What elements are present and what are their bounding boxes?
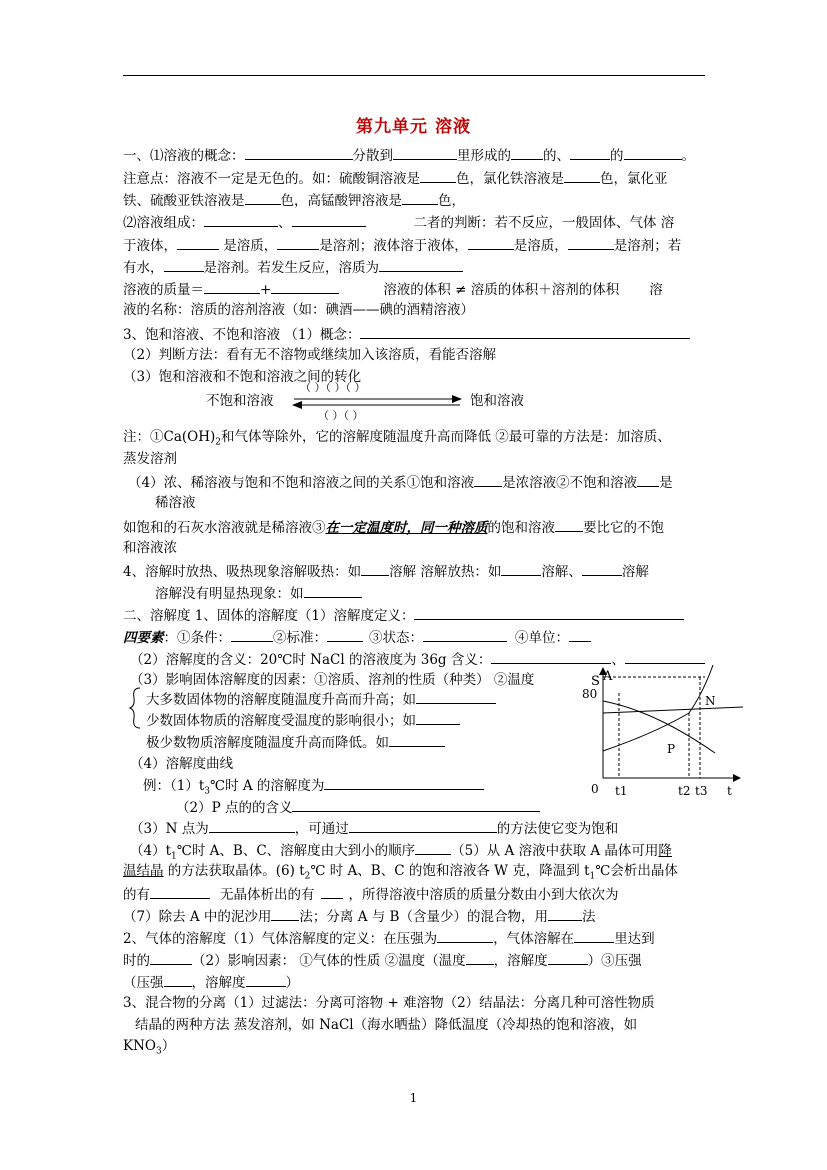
text: ℃ 时 A、B、C 的饱和溶液各 W 克，降温到 t xyxy=(310,863,590,879)
blank[interactable] xyxy=(423,627,507,642)
text: 是溶质， xyxy=(513,238,568,254)
text: 里达到 xyxy=(614,931,655,947)
text: ，可通过 xyxy=(294,821,349,837)
blank[interactable] xyxy=(246,972,286,987)
heat-line xyxy=(123,561,649,581)
brace xyxy=(128,686,142,730)
text: （3）N 点为 xyxy=(130,821,209,837)
text: （4）浓、稀溶液与饱和不饱和溶液之间的关系①饱和溶液 xyxy=(128,475,475,491)
blank[interactable] xyxy=(349,818,497,833)
blank[interactable] xyxy=(150,950,192,965)
text: ℃时 A 的溶解度为 xyxy=(210,778,325,794)
subscript: 2 xyxy=(304,871,311,882)
note-line xyxy=(123,168,668,188)
heat-line xyxy=(155,583,362,603)
blank[interactable] xyxy=(420,168,456,183)
text: 色，氯化亚 xyxy=(600,171,668,187)
note-line: 蒸发溶剂 xyxy=(123,451,177,467)
text: （2）影响因素： ①气体的性质 ②温度（温度 xyxy=(192,953,466,969)
text: ④单位： xyxy=(515,630,569,646)
blank[interactable] xyxy=(637,472,659,487)
text: 是溶质， xyxy=(219,238,278,254)
text: （2）溶解度的含义：20℃时 NaCl 的溶液度为 36g 含义： xyxy=(130,652,492,668)
x-tick-t2: t2 xyxy=(678,784,691,798)
text: 色， xyxy=(438,193,465,209)
text: 如饱和的石灰水溶液就是稀溶液③ xyxy=(123,520,326,536)
blank[interactable] xyxy=(414,605,684,620)
blank[interactable] xyxy=(564,168,600,183)
blank[interactable] xyxy=(271,279,339,294)
subscript: 1 xyxy=(171,851,177,862)
text: ，气体溶解在 xyxy=(493,931,575,947)
text: ） xyxy=(285,975,299,991)
blank[interactable] xyxy=(271,906,299,921)
blank[interactable] xyxy=(511,145,543,160)
text: 溶解没有明显热现象：如 xyxy=(155,586,304,602)
blank[interactable] xyxy=(569,627,591,642)
note-line xyxy=(123,428,671,452)
x-label: t xyxy=(727,784,732,798)
text: ，溶解度 xyxy=(493,953,548,969)
text: （4）t xyxy=(130,843,172,859)
text: 二者的判断：若不反应，一般固体、气体 溶 xyxy=(413,215,675,231)
blank[interactable] xyxy=(574,928,614,943)
blank[interactable] xyxy=(548,950,588,965)
page-number: 1 xyxy=(409,1091,418,1105)
conversion-line: （3）饱和溶液和不饱和溶液之间的转化 xyxy=(123,369,362,385)
blank[interactable] xyxy=(245,145,353,160)
y-tick-80: 80 xyxy=(582,687,598,701)
text: 是 xyxy=(659,475,673,491)
text: 的饱和溶液 xyxy=(487,520,555,536)
curve-label-p: P xyxy=(667,742,676,756)
text: （5）从 A 溶液中获取 A 晶体可用 xyxy=(451,843,659,859)
text: 极少数物质溶解度随温度升高而降低。如 xyxy=(146,735,389,751)
blank[interactable] xyxy=(402,190,438,205)
factor-item xyxy=(146,732,445,752)
blank[interactable] xyxy=(379,257,463,272)
text: 四要素 xyxy=(123,630,164,646)
text: ⑵溶液组成： xyxy=(123,215,204,231)
factors-line: （3）影响固体溶解度的因素：①溶质、溶剂的性质（种类） ②温度 xyxy=(130,672,535,688)
text: 色，氯化铁溶液是 xyxy=(456,171,564,187)
header-rule xyxy=(123,75,705,76)
blank[interactable] xyxy=(555,517,583,532)
x-axis-arrow xyxy=(733,774,741,782)
example-line xyxy=(176,797,540,817)
text: ℃时 A、B、C、溶解度由大到小的顺序 xyxy=(176,843,416,859)
text: 二、溶解度 1、固体的溶解度（1）溶解度定义： xyxy=(123,608,415,624)
question-line xyxy=(130,818,618,838)
blank[interactable] xyxy=(501,561,541,576)
blank[interactable] xyxy=(304,583,362,598)
question-line xyxy=(123,884,619,904)
blank[interactable] xyxy=(568,235,614,250)
text: 分散到 xyxy=(352,148,393,164)
text: 在一定温度时，同一种溶质 xyxy=(325,520,488,536)
blank[interactable] xyxy=(324,775,484,790)
blank[interactable] xyxy=(204,212,278,227)
question-line xyxy=(123,862,678,886)
composition-line xyxy=(123,235,681,255)
subscript: 2 xyxy=(215,437,221,448)
text: 降 xyxy=(658,843,672,859)
text: 的 xyxy=(610,148,624,164)
text: ③状态： xyxy=(369,630,423,646)
gas-line xyxy=(123,972,299,992)
subscript: 3 xyxy=(155,1046,162,1057)
separation-line: 3、混合物的分离（1）过滤法：分离可溶物 + 难溶物（2）结晶法：分离几种可溶性物质 xyxy=(123,995,655,1011)
text: + xyxy=(260,282,272,298)
text: 溶液的质量＝ xyxy=(123,282,204,298)
text: 溶解 溶解放热：如 xyxy=(389,564,502,580)
solubility-line xyxy=(123,605,684,625)
text: 铁、硫酸亚铁溶液是 xyxy=(123,193,245,209)
mass-line xyxy=(123,279,663,299)
conv-top-blanks: （ ）（ ）（ ） xyxy=(300,381,366,394)
blank[interactable] xyxy=(327,627,363,642)
factor-item xyxy=(146,710,460,730)
text: 温结晶 xyxy=(123,863,164,879)
text: （7）除去 A 中的泥沙用 xyxy=(123,909,272,925)
text: 的、 xyxy=(543,148,570,164)
curve-heading: （4）溶解度曲线 xyxy=(130,756,234,772)
text: 一、⑴溶液的概念： xyxy=(123,148,245,164)
text: 大多数固体物的溶解度随温度升高而升高；如 xyxy=(146,692,416,708)
curve-label-n: N xyxy=(705,694,716,708)
relation-line xyxy=(123,517,664,537)
curve-b xyxy=(603,707,743,713)
text: 溶液的体积 ≠ 溶质的体积＋溶剂的体积 xyxy=(383,282,620,298)
text: 时的 xyxy=(123,953,150,969)
text: 是浓溶液②不饱和溶液 xyxy=(502,475,638,491)
blank[interactable] xyxy=(177,235,219,250)
subscript: 1 xyxy=(589,871,596,882)
blank[interactable] xyxy=(321,884,343,899)
judge-line: （2）判断方法：看有无不溶物或继续加入该溶质，看能否溶解 xyxy=(123,347,497,363)
conv-left-label: 不饱和溶液 xyxy=(206,393,274,409)
conv-right-label: 饱和溶液 xyxy=(470,393,524,409)
blank[interactable] xyxy=(582,561,622,576)
relation-line: 稀溶液 xyxy=(155,495,196,511)
text: （压强 xyxy=(123,975,164,991)
text: 3、饱和溶液、不饱和溶液 （1）概念： xyxy=(123,327,361,343)
solubility-curve-chart xyxy=(582,663,755,803)
text: ，所得溶液中溶质的质量分数由小到大依次为 xyxy=(348,887,619,903)
concept-line xyxy=(123,145,695,165)
text: （2）P 点的的含义 xyxy=(176,800,293,816)
blank[interactable] xyxy=(231,627,273,642)
blank[interactable] xyxy=(415,840,451,855)
text: 的有 xyxy=(123,887,150,903)
blank[interactable] xyxy=(437,928,493,943)
text: 溶解 xyxy=(621,564,649,580)
relation-line xyxy=(128,472,673,492)
curve-label-a: A xyxy=(603,669,613,684)
text: 里形成的 xyxy=(457,148,511,164)
factor-item xyxy=(146,689,496,709)
blank[interactable] xyxy=(416,710,460,725)
text: 少数固体物质的溶解度受温度的影响很小；如 xyxy=(146,713,416,729)
blank[interactable] xyxy=(491,649,611,664)
conv-bottom-blanks: （ ）（ ） xyxy=(318,409,364,422)
text: 例：（1）t xyxy=(143,778,205,794)
text: ℃会析出晶体 xyxy=(595,863,678,879)
text: 是溶剂；若 xyxy=(613,238,682,254)
composition-line xyxy=(123,257,463,277)
blank[interactable] xyxy=(389,732,445,747)
blank[interactable] xyxy=(466,950,494,965)
text: ：①条件： xyxy=(163,630,231,646)
elements-line xyxy=(123,627,591,647)
name-line: 液的名称：溶质的溶剂溶液（如：碘酒——碘的酒精溶液） xyxy=(123,302,474,318)
blank[interactable] xyxy=(474,472,502,487)
text: 、 xyxy=(611,652,625,668)
conversion-arrows xyxy=(290,393,465,413)
blank[interactable] xyxy=(245,190,281,205)
saturated-line xyxy=(123,324,690,344)
blank[interactable] xyxy=(468,235,514,250)
blank[interactable] xyxy=(164,257,204,272)
text: 注意点：溶液不一定是无色的。如：硫酸铜溶液是 xyxy=(123,171,420,187)
y-label: S xyxy=(591,674,600,689)
text: 法；分离 A 与 B（含量少）的混合物，用 xyxy=(299,909,548,925)
blank[interactable] xyxy=(624,145,682,160)
text: 法 xyxy=(581,909,596,925)
gas-line xyxy=(123,950,642,970)
blank[interactable] xyxy=(548,906,582,921)
text: 的方法获取晶体。(6) t xyxy=(163,863,305,879)
text: 是溶剂；液体溶于液体， xyxy=(319,238,468,254)
text: 溶解、 xyxy=(541,564,582,580)
blank[interactable] xyxy=(204,279,260,294)
text: 注：①Ca(OH) xyxy=(123,429,216,445)
relation-line: 和溶液浓 xyxy=(123,540,177,556)
blank[interactable] xyxy=(150,884,210,899)
text: 。 xyxy=(681,148,695,164)
text: 4、溶解时放热、吸热现象溶解吸热：如 xyxy=(123,564,362,580)
text: ） xyxy=(161,1038,176,1054)
blank[interactable] xyxy=(292,797,540,812)
separation-line: 结晶的两种方法 蒸发溶剂，如 NaCl（海水晒盐）降低温度（冷却热的饱和溶液，如 xyxy=(135,1017,638,1033)
blank[interactable] xyxy=(164,972,192,987)
note-line xyxy=(123,190,465,210)
blank[interactable] xyxy=(416,689,496,704)
x-tick-t3: t3 xyxy=(695,784,708,798)
text: 和气体等除外，它的溶解度随温度升高而降低 ②最可靠的方法是：加溶质、 xyxy=(221,429,671,445)
text: 、 xyxy=(278,215,292,231)
text: 要比它的不饱 xyxy=(583,520,664,536)
question-line xyxy=(123,906,595,926)
composition-line xyxy=(123,212,674,232)
text: ，溶解度 xyxy=(191,975,246,991)
blank[interactable] xyxy=(393,145,457,160)
text: 于液体， xyxy=(123,238,177,254)
gas-line xyxy=(123,928,655,948)
text: 无晶体析出的有 xyxy=(220,887,315,903)
text: 色，高锰酸钾溶液是 xyxy=(280,193,402,209)
page-title: 第九单元 溶液 xyxy=(356,117,471,137)
text: ）③压强 xyxy=(587,953,642,969)
text: 的方法使它变为饱和 xyxy=(496,821,619,837)
separation-line xyxy=(123,1037,175,1061)
blank[interactable] xyxy=(277,235,319,250)
origin-label: 0 xyxy=(591,782,599,796)
text: 2、气体的溶解度（1）气体溶解度的定义：在压强为 xyxy=(123,931,438,947)
blank[interactable] xyxy=(209,818,295,833)
text: ②标准： xyxy=(273,630,327,646)
blank[interactable] xyxy=(361,561,389,576)
blank[interactable] xyxy=(625,649,705,664)
subscript: 3 xyxy=(204,786,210,797)
x-tick-t1: t1 xyxy=(615,784,628,798)
text: 溶 xyxy=(649,282,663,298)
text: KNO xyxy=(123,1038,156,1054)
blank[interactable] xyxy=(360,324,690,339)
blank[interactable] xyxy=(570,145,610,160)
text: 是溶剂。若发生反应，溶质为 xyxy=(203,260,379,276)
text: 有水， xyxy=(123,260,164,276)
blank[interactable] xyxy=(292,212,366,227)
